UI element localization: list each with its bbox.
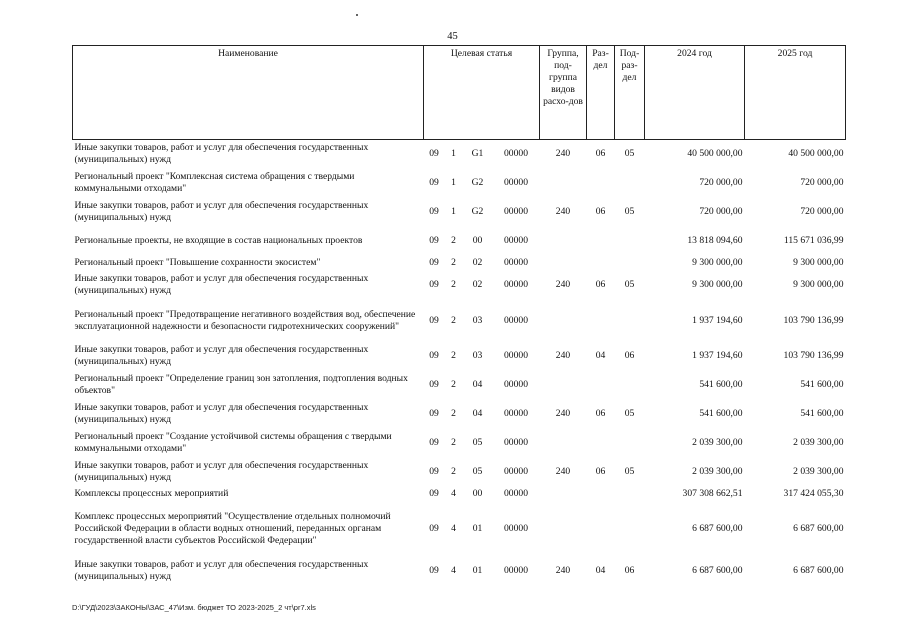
cell-group: 240 [555, 350, 571, 361]
cell-y2025: 103 790 136,99 [783, 314, 844, 326]
table-row [73, 227, 846, 256]
cell-subsection: 06 [624, 565, 635, 576]
cell-c: 01 [472, 523, 483, 534]
cell-name: Иные закупки товаров, работ и услуг для обеспечения государственных (муниципальных) нужд [74, 402, 369, 425]
cell-c: 05 [472, 466, 483, 477]
cell-d: 00000 [504, 488, 528, 499]
cell-y2024: 6 687 600,00 [692, 523, 743, 534]
cell-y2024: 13 818 094,60 [687, 235, 743, 246]
cell-subsection [615, 487, 645, 502]
cell-a: 09 [429, 350, 439, 361]
header-group: Группа, под-группа видов расхо-дов [540, 46, 587, 140]
table-row [73, 198, 846, 227]
cell-group [540, 169, 587, 198]
cell-section: 04 [595, 350, 606, 361]
cell-y2024: 720 000,00 [699, 177, 743, 188]
cell-b: 2 [451, 235, 456, 246]
cell-section: 06 [595, 148, 606, 160]
cell-group: 240 [555, 279, 571, 290]
cell-c: G2 [471, 206, 484, 217]
cell-a: 09 [429, 466, 439, 477]
cell-y2024: 40 500 000,00 [687, 148, 743, 160]
cell-name: Иные закупки товаров, работ и услуг для обеспечения государственных (муниципальных) нужд [74, 200, 369, 223]
cell-b: 4 [451, 523, 456, 534]
cell-d: 00000 [504, 408, 528, 419]
table-row [73, 169, 846, 198]
cell-y2024: 1 937 194,60 [692, 314, 743, 326]
cell-name: Иные закупки товаров, работ и услуг для обеспечения государственных (муниципальных) нужд [74, 344, 369, 367]
cell-c: 04 [472, 408, 483, 419]
cell-d: 00000 [504, 350, 528, 361]
cell-name: Региональный проект "Комплексная система обращения с твердыми коммунальными отходами" [74, 171, 355, 194]
cell-section [587, 502, 615, 557]
file-path-footer: D:\ГУД\2023\ЗАКОНЫ\ЗАС_47\Изм. бюджет ТО 2023-2025_2 чт\pr7.xls [72, 603, 316, 612]
cell-a: 09 [429, 177, 439, 188]
cell-a: 09 [429, 314, 439, 326]
cell-y2024: 541 600,00 [699, 379, 743, 390]
cell-c: 00 [472, 235, 483, 246]
cell-group [540, 487, 587, 502]
header-subsection: Под-раз-дел [615, 46, 645, 140]
table-row [73, 429, 846, 458]
cell-y2025: 6 687 600,00 [793, 565, 844, 576]
table-row [73, 140, 846, 169]
cell-y2025: 2 039 300,00 [793, 437, 844, 448]
cell-y2024: 541 600,00 [699, 408, 743, 419]
cell-group: 240 [555, 466, 571, 477]
cell-name: Региональные проекты, не входящие в состав национальных проектов [74, 235, 363, 246]
cell-y2024: 307 308 662,51 [682, 488, 743, 499]
cell-c: 03 [472, 314, 483, 326]
cell-c: 01 [472, 565, 483, 576]
cell-a: 09 [429, 408, 439, 419]
cell-b: 2 [451, 437, 456, 448]
cell-subsection [615, 429, 645, 458]
cell-name: Иные закупки товаров, работ и услуг для обеспечения государственных (муниципальных) нужд [74, 460, 369, 483]
cell-c: 04 [472, 379, 483, 390]
cell-subsection [615, 502, 645, 557]
cell-group [540, 371, 587, 400]
cell-d: 00000 [504, 235, 528, 246]
cell-y2024: 2 039 300,00 [692, 437, 743, 448]
budget-table [72, 45, 846, 586]
cell-subsection: 05 [624, 466, 635, 477]
header-name: Наименование [73, 46, 424, 140]
cell-y2025: 317 424 055,30 [783, 488, 844, 499]
cell-a: 09 [429, 437, 439, 448]
cell-group: 240 [555, 148, 571, 160]
cell-y2025: 720 000,00 [800, 177, 844, 188]
cell-subsection [615, 256, 645, 271]
cell-b: 2 [451, 350, 456, 361]
cell-b: 4 [451, 565, 456, 576]
cell-section: 06 [595, 408, 606, 419]
cell-a: 09 [429, 235, 439, 246]
cell-section [587, 429, 615, 458]
cell-y2025: 115 671 036,99 [783, 235, 844, 246]
cell-name: Региональный проект "Определение границ зон затопления, подтопления водных объектов" [74, 373, 408, 396]
table-row [73, 342, 846, 371]
cell-group: 240 [555, 206, 571, 217]
cell-y2025: 2 039 300,00 [793, 466, 844, 477]
cell-c: 02 [472, 257, 483, 268]
cell-subsection: 05 [624, 206, 635, 217]
cell-section: 06 [595, 279, 606, 290]
table-header-row [73, 46, 846, 140]
cell-y2025: 720 000,00 [800, 206, 844, 217]
cell-a: 09 [429, 379, 439, 390]
cell-y2025: 9 300 000,00 [793, 257, 844, 268]
cell-y2024: 2 039 300,00 [692, 466, 743, 477]
cell-subsection [615, 371, 645, 400]
cell-b: 2 [451, 279, 456, 290]
cell-name: Комплексы процессных мероприятий [74, 488, 229, 499]
header-2025: 2025 год [745, 46, 846, 140]
cell-y2024: 720 000,00 [699, 206, 743, 217]
header-2024: 2024 год [645, 46, 745, 140]
cell-b: 2 [451, 466, 456, 477]
cell-a: 09 [429, 523, 439, 534]
cell-subsection [615, 227, 645, 256]
page-number: 45 [447, 31, 458, 42]
cell-section: 06 [595, 206, 606, 217]
cell-subsection: 05 [624, 279, 635, 290]
table-row [73, 256, 846, 271]
cell-name: Иные закупки товаров, работ и услуг для обеспечения государственных (муниципальных) нужд [74, 142, 369, 166]
cell-group [540, 256, 587, 271]
cell-section [587, 169, 615, 198]
cell-section [587, 487, 615, 502]
cell-b: 2 [451, 379, 456, 390]
cell-b: 4 [451, 488, 456, 499]
table-row [73, 458, 846, 487]
cell-y2025: 6 687 600,00 [793, 523, 844, 534]
cell-y2024: 1 937 194,60 [692, 350, 743, 361]
scan-speck [356, 14, 358, 16]
table-row [73, 400, 846, 429]
cell-section [587, 371, 615, 400]
table-row [73, 371, 846, 400]
cell-c: 00 [472, 488, 483, 499]
cell-b: 1 [451, 148, 456, 160]
cell-name: Иные закупки товаров, работ и услуг для обеспечения государственных (муниципальных) нужд [74, 559, 369, 582]
cell-c: G2 [471, 177, 484, 188]
cell-name: Иные закупки товаров, работ и услуг для обеспечения государственных (муниципальных) нужд [74, 273, 369, 296]
table-row [73, 502, 846, 557]
cell-group: 240 [555, 408, 571, 419]
cell-y2025: 103 790 136,99 [783, 350, 844, 361]
cell-y2025: 541 600,00 [800, 408, 844, 419]
cell-subsection: 05 [624, 408, 635, 419]
header-section: Раз-дел [587, 46, 615, 140]
cell-group: 240 [555, 565, 571, 576]
header-target: Целевая статья [424, 46, 540, 140]
cell-y2025: 40 500 000,00 [788, 148, 844, 160]
cell-y2025: 541 600,00 [800, 379, 844, 390]
cell-group [540, 227, 587, 256]
cell-d: 00000 [504, 565, 528, 576]
cell-c: G1 [471, 148, 484, 160]
cell-y2024: 9 300 000,00 [692, 279, 743, 290]
table-body [73, 140, 846, 586]
cell-d: 00000 [504, 523, 528, 534]
cell-b: 2 [451, 257, 456, 268]
cell-section [587, 256, 615, 271]
cell-group [540, 300, 587, 342]
table-row [73, 300, 846, 342]
cell-a: 09 [429, 279, 439, 290]
cell-c: 05 [472, 437, 483, 448]
cell-name: Региональный проект "Создание устойчивой системы обращения с твердыми коммунальными отходами" [74, 431, 392, 454]
cell-name: Региональный проект "Предотвращение негативного воздействия вод, обеспечение эксплуатационной надежности и безопасности гидротехнических сооружений" [74, 308, 416, 332]
cell-c: 03 [472, 350, 483, 361]
cell-d: 00000 [504, 177, 528, 188]
cell-c: 02 [472, 279, 483, 290]
cell-section: 04 [595, 565, 606, 576]
cell-subsection [615, 300, 645, 342]
cell-subsection: 05 [624, 148, 635, 160]
cell-group [540, 429, 587, 458]
table-row [73, 557, 846, 586]
cell-a: 09 [429, 488, 439, 499]
cell-subsection [615, 169, 645, 198]
cell-section [587, 300, 615, 342]
table-row [73, 487, 846, 502]
cell-name: Региональный проект "Повышение сохранности экосистем" [74, 257, 321, 268]
cell-a: 09 [429, 565, 439, 576]
cell-subsection: 06 [624, 350, 635, 361]
cell-a: 09 [429, 148, 439, 160]
cell-d: 00000 [504, 148, 528, 160]
cell-d: 00000 [504, 437, 528, 448]
cell-y2024: 6 687 600,00 [692, 565, 743, 576]
cell-d: 00000 [504, 314, 528, 326]
cell-y2025: 9 300 000,00 [793, 279, 844, 290]
cell-d: 00000 [504, 379, 528, 390]
table-row [73, 271, 846, 300]
cell-name: Комплекс процессных мероприятий "Осуществление отдельных полномочий Российской Федерации в области водных отношений, переданных органам государственной власти субъектов Российской Федерации" [74, 511, 391, 546]
cell-b: 1 [451, 206, 456, 217]
cell-y2024: 9 300 000,00 [692, 257, 743, 268]
cell-group [540, 502, 587, 557]
cell-b: 1 [451, 177, 456, 188]
cell-b: 2 [451, 408, 456, 419]
cell-a: 09 [429, 257, 439, 268]
cell-d: 00000 [504, 466, 528, 477]
cell-section [587, 227, 615, 256]
cell-d: 00000 [504, 279, 528, 290]
cell-section: 06 [595, 466, 606, 477]
cell-a: 09 [429, 206, 439, 217]
cell-d: 00000 [504, 206, 528, 217]
cell-d: 00000 [504, 257, 528, 268]
cell-b: 2 [451, 314, 456, 326]
